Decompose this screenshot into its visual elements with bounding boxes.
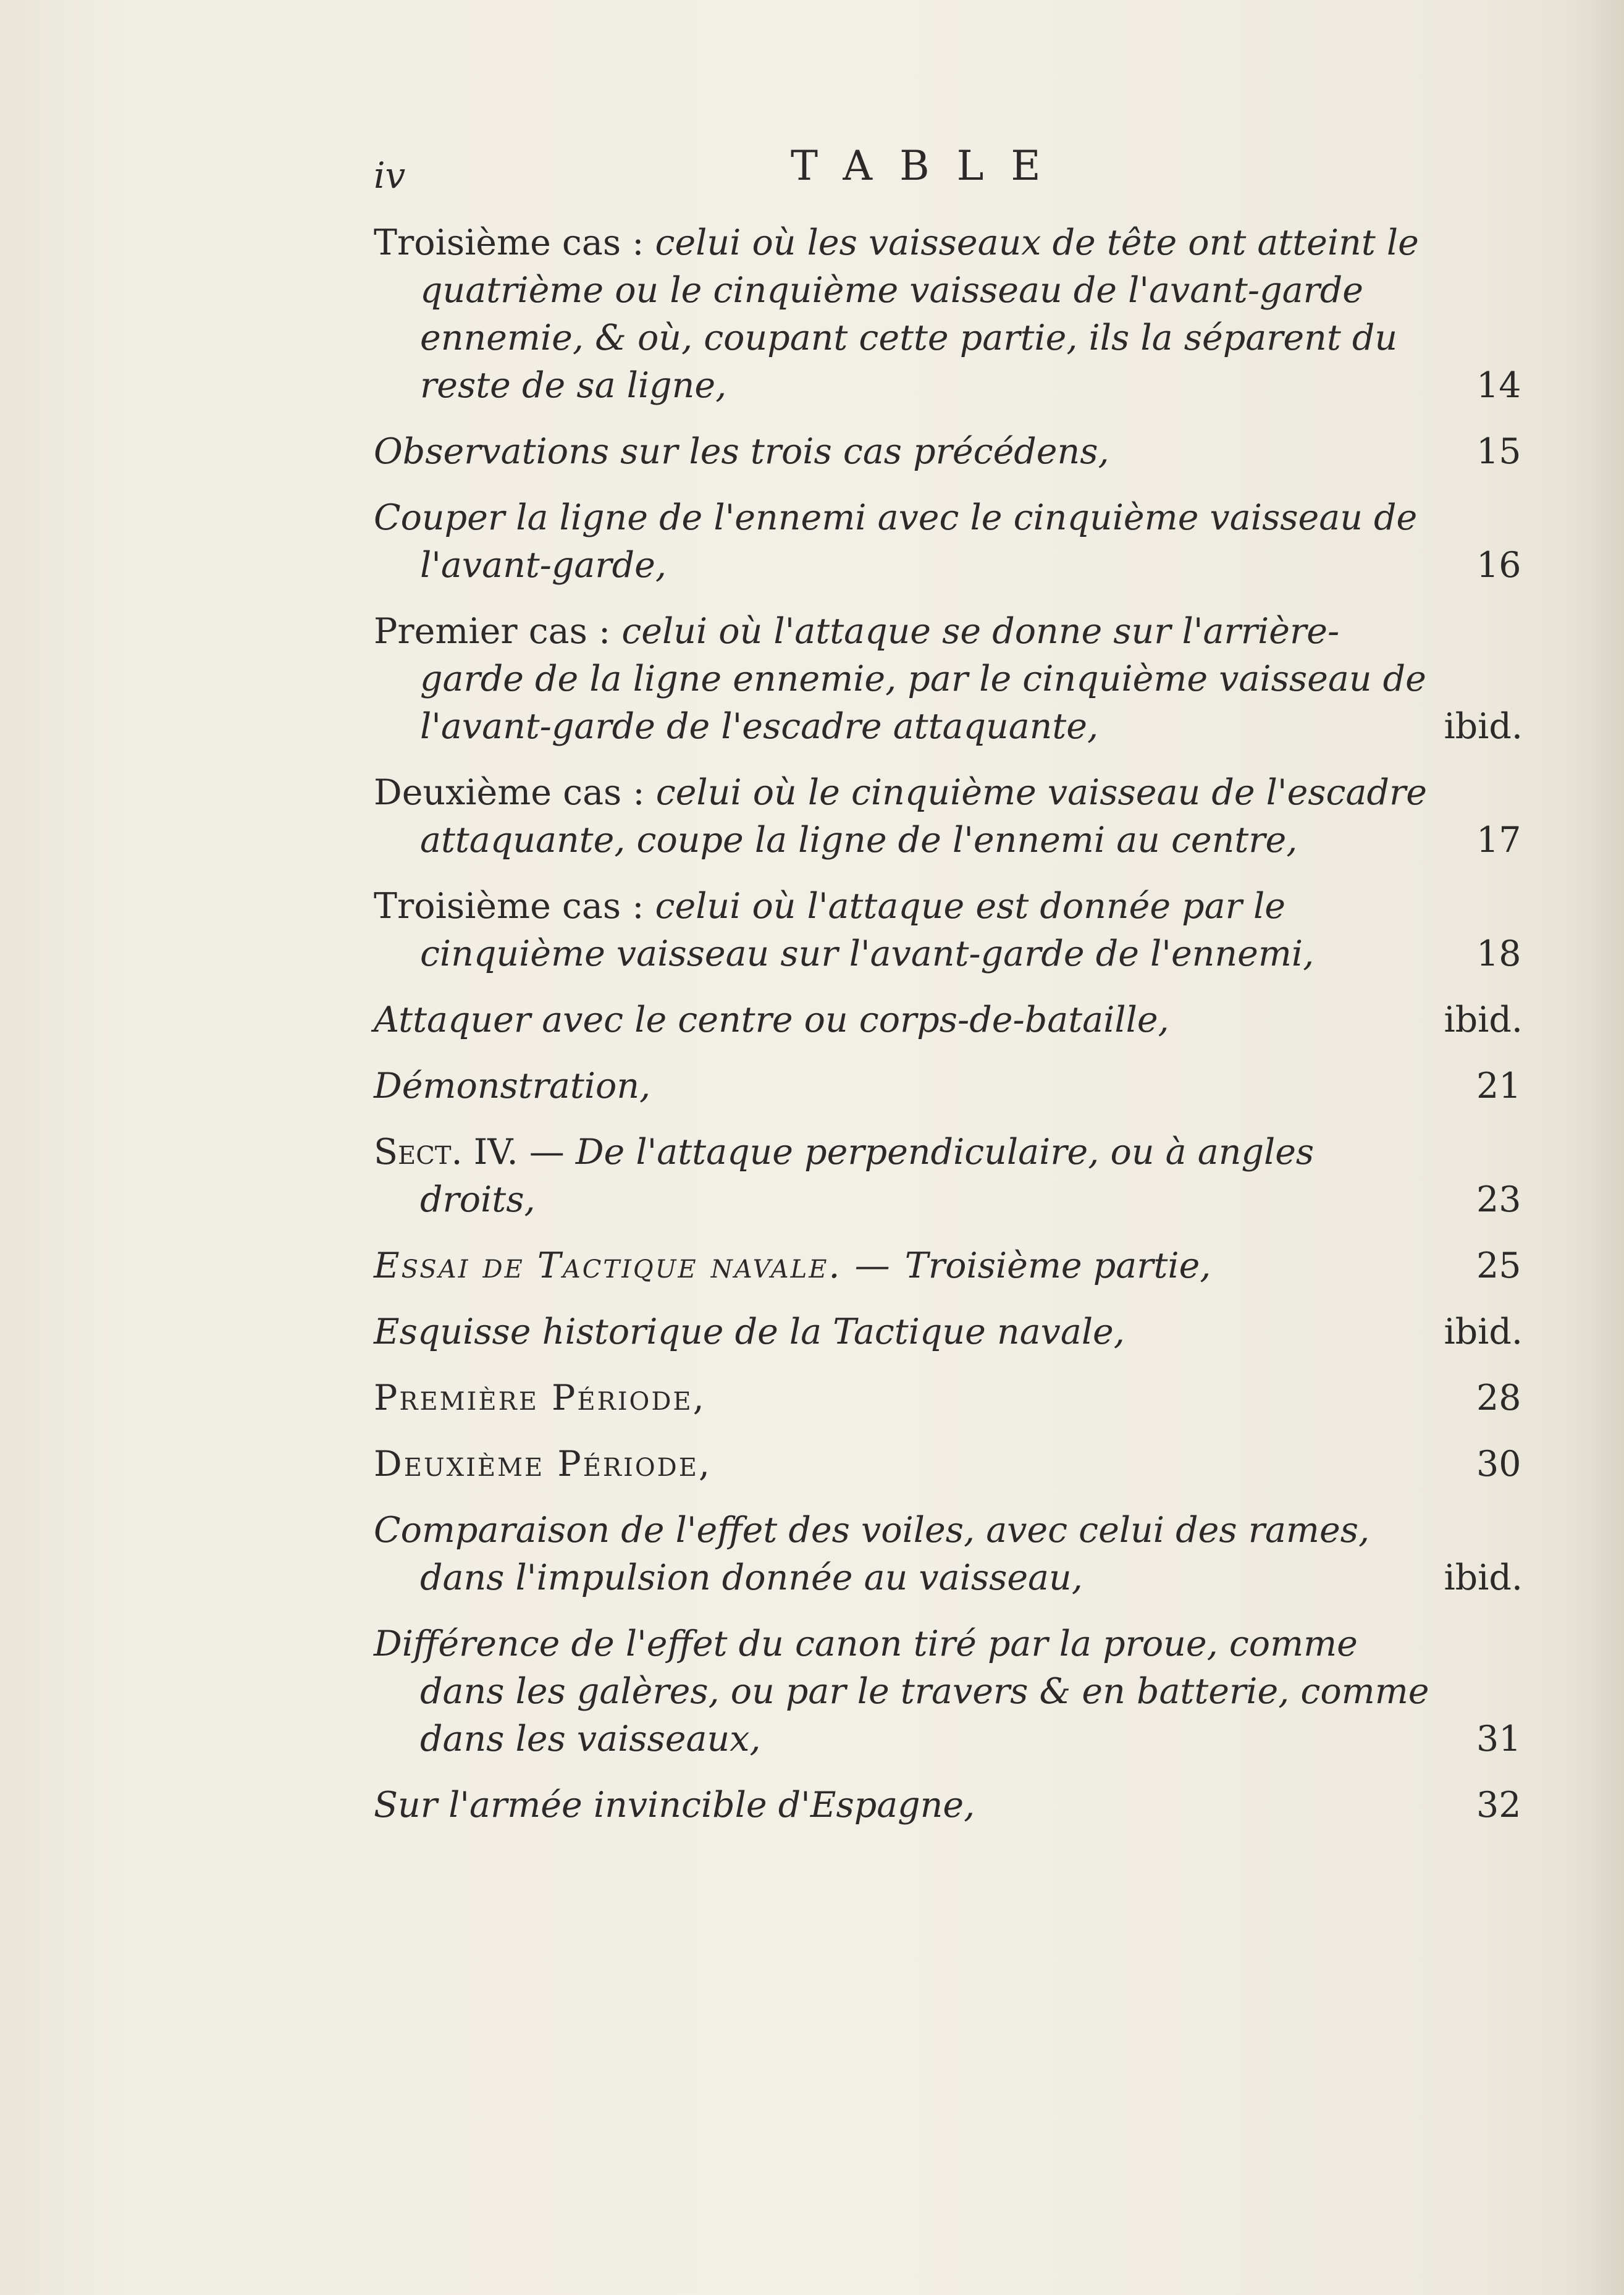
entry-text: Observations sur les trois cas précédens,	[374, 431, 1109, 472]
toc-entry	[374, 996, 1523, 1044]
running-header	[0, 142, 1624, 204]
toc-entry: Observations sur les trois cas précédens, 15	[374, 431, 1521, 472]
entry-lead: Troisième cas :	[374, 886, 655, 927]
toc-entry: Deuxième Période, 30	[374, 1444, 1521, 1484]
entry-text: Attaquer avec le centre ou corps-de-bataille,	[374, 1000, 1169, 1040]
entry-page: ibid.	[1444, 1000, 1523, 1040]
toc-entry: Essai de Tactique navale. — Troisième partie, 25	[374, 1245, 1521, 1286]
entry-text: Troisième partie,	[904, 1245, 1211, 1286]
toc-entry	[374, 1507, 1523, 1602]
entry-text: celui où le cinquième vaisseau de l'escadre attaquante, coupe la ligne de l'ennemi au centre,	[420, 772, 1427, 861]
entry-text: De l'attaque perpendiculaire, ou à angles droits,	[420, 1132, 1315, 1220]
entry-lead: Premier cas :	[374, 611, 622, 652]
entry-page: ibid.	[1444, 706, 1523, 747]
running-title: TABLE	[791, 142, 1068, 190]
entry-text: Comparaison de l'effet des voiles, avec celui des rames, dans l'impulsion donnée au vaisseau,	[374, 1510, 1370, 1598]
toc-entry	[374, 1308, 1523, 1356]
entry-text: celui où l'attaque se donne sur l'arrière-garde de la ligne ennemie, par le cinquième vaisseau de l'avant-garde de l'escadre attaquante,	[420, 611, 1426, 747]
toc-entry: Deuxième cas : celui où le cinquième vaisseau de l'escadre attaquante, coupe la ligne de l'ennemi au centre, 17	[374, 772, 1521, 861]
entry-lead: Essai de Tactique navale. —	[374, 1245, 905, 1286]
entry-lead: Première Période,	[374, 1378, 706, 1418]
entry-lead: Deuxième cas :	[374, 772, 656, 813]
toc-entry: Première Période, 28	[374, 1378, 1521, 1418]
page-gutter-shadow	[1568, 0, 1624, 2295]
entry-text: Démonstration,	[374, 1066, 651, 1106]
entry-lead: Deuxième Période,	[374, 1444, 712, 1484]
entry-text: Couper la ligne de l'ennemi avec le cinquième vaisseau de l'avant-garde,	[374, 497, 1418, 586]
toc-entry: Différence de l'effet du canon tiré par la proue, comme dans les galères, ou par le travers & en batterie, comme dans les vaisseaux, 31	[374, 1623, 1521, 1759]
entry-text: Esquisse historique de la Tactique navale,	[374, 1312, 1125, 1352]
entry-text: celui où l'attaque est donnée par le cinquième vaisseau sur l'avant-garde de l'ennemi,	[420, 886, 1315, 974]
entry-page: ibid.	[1444, 1312, 1523, 1352]
table-of-contents	[374, 219, 1523, 1848]
toc-entry: Démonstration, 21	[374, 1066, 1521, 1106]
entry-lead: Troisième cas :	[374, 222, 655, 263]
entry-text: celui où les vaisseaux de tête ont atteint le quatrième ou le cinquième vaisseau de l'avant-garde ennemie, & où, coupant cette partie, ils la séparent du reste de sa ligne,	[420, 222, 1419, 406]
toc-entry: Sur l'armée invincible d'Espagne, 32	[374, 1785, 1521, 1825]
toc-entry	[374, 608, 1523, 751]
folio-number: iv	[374, 154, 406, 196]
entry-page: ibid.	[1444, 1557, 1523, 1598]
entry-text: Sur l'armée invincible d'Espagne,	[374, 1785, 975, 1825]
entry-text: Différence de l'effet du canon tiré par la proue, comme dans les galères, ou par le travers & en batterie, comme dans les vaisseaux,	[374, 1623, 1429, 1759]
toc-entry: Troisième cas : celui où les vaisseaux de tête ont atteint le quatrième ou le cinquième vaisseau de l'avant-garde ennemie, & où, coupant cette partie, ils la séparent du reste de sa ligne, 14	[374, 222, 1521, 406]
toc-entry: Couper la ligne de l'ennemi avec le cinquième vaisseau de l'avant-garde, 16	[374, 497, 1521, 586]
toc-entry: Sect. IV. — De l'attaque perpendiculaire, ou à angles droits, 23	[374, 1132, 1521, 1220]
entry-lead: Sect. IV. —	[374, 1132, 576, 1173]
toc-entry: Troisième cas : celui où l'attaque est donnée par le cinquième vaisseau sur l'avant-garde de l'ennemi, 18	[374, 886, 1521, 974]
